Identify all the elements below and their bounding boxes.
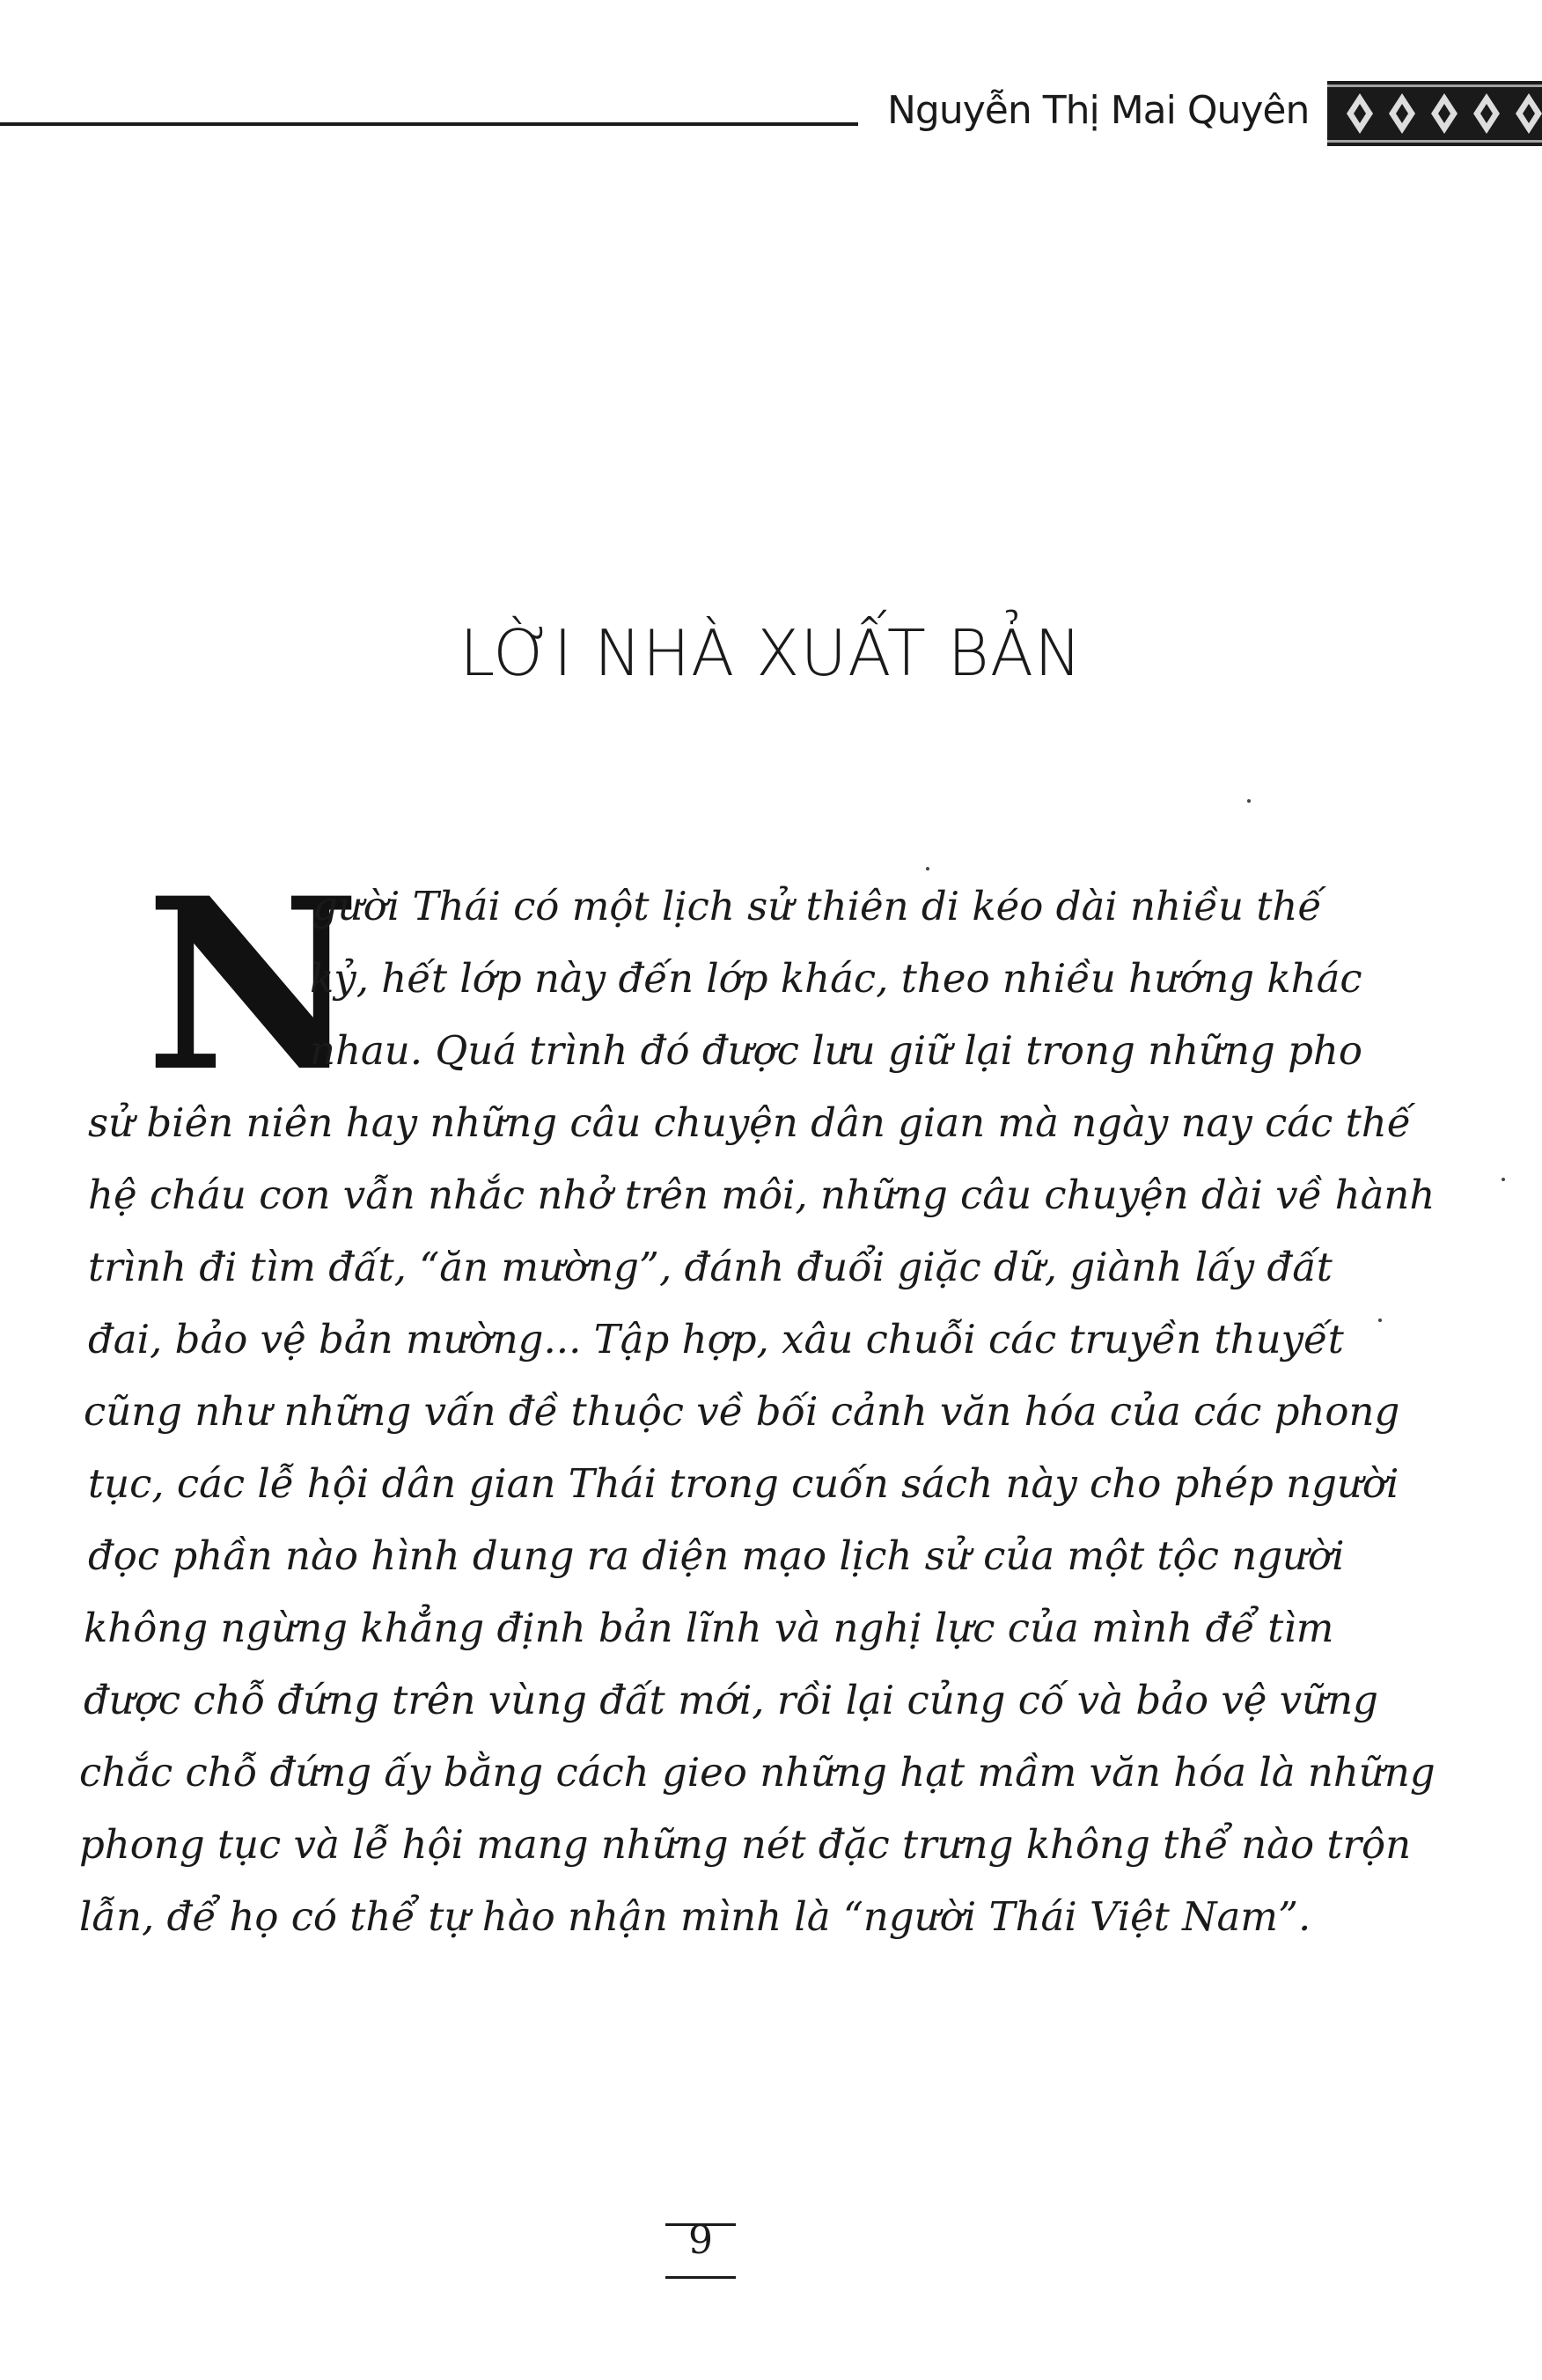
page-number: 9: [688, 2218, 713, 2263]
running-header-author: Nguyễn Thị Mai Quyên: [887, 88, 1310, 133]
body-line: cũng như những vấn đề thuộc về bối cảnh văn hóa của các phong: [84, 1388, 1400, 1435]
body-line: không ngừng khẳng định bản lĩnh và nghị lực của mình để tìm: [84, 1605, 1334, 1651]
scan-speck: [1502, 1178, 1505, 1181]
body-line: gười Thái có một lịch sử thiên di kéo dài nhiều thế: [312, 883, 1323, 929]
chapter-title: LỜI NHÀ XUẤT BẢN: [459, 616, 1083, 690]
body-line: đai, bảo vệ bản mường... Tập hợp, xâu chuỗi các truyền thuyết: [88, 1316, 1344, 1363]
body-line: nhau. Quá trình đó được lưu giữ lại trong những pho: [310, 1027, 1362, 1074]
scan-speck: [1378, 1319, 1382, 1322]
body-line: sử biên niên hay những câu chuyện dân gian mà ngày nay các thế: [88, 1099, 1412, 1146]
body-line: hệ cháu con vẫn nhắc nhở trên môi, những câu chuyện dài về hành: [88, 1172, 1436, 1218]
body-line: kỷ, hết lớp này đến lớp khác, theo nhiều hướng khác: [310, 955, 1362, 1002]
body-line: phong tục và lễ hội mang những nét đặc trưng không thể nào trộn: [79, 1821, 1412, 1868]
scan-speck: [1247, 799, 1251, 803]
ornament-pattern-icon: [1327, 81, 1542, 146]
body-line: được chỗ đứng trên vùng đất mới, rồi lại củng cố và bảo vệ vững: [84, 1677, 1378, 1723]
drop-cap: N: [145, 847, 361, 1124]
body-line: trình đi tìm đất, “ăn mường”, đánh đuổi giặc dữ, giành lấy đất: [88, 1244, 1333, 1290]
body-line: chắc chỗ đứng ấy bằng cách gieo những hạt mầm văn hóa là những: [79, 1749, 1436, 1796]
header-rule: [0, 122, 858, 126]
scan-speck: [926, 867, 929, 870]
page-number-bottom-rule: [665, 2276, 736, 2279]
body-line: lẫn, để họ có thể tự hào nhận mình là “người Thái Việt Nam”.: [79, 1893, 1311, 1940]
body-line: tục, các lễ hội dân gian Thái trong cuốn sách này cho phép người: [88, 1460, 1399, 1507]
body-line: đọc phần nào hình dung ra diện mạo lịch sử của một tộc người: [88, 1532, 1345, 1579]
